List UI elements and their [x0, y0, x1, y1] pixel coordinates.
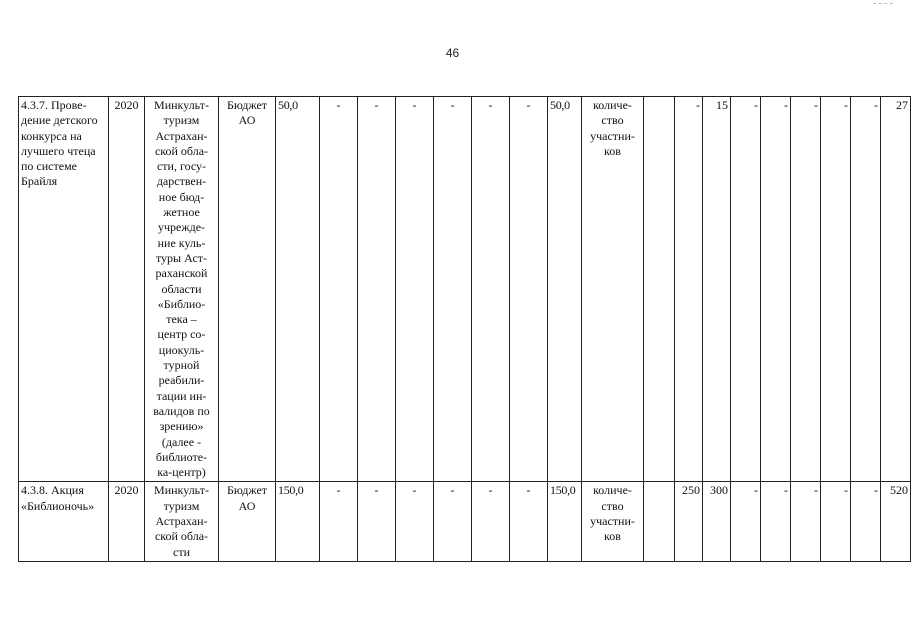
- activity-name-cell: 4.3.7. Прове- дение детского конкурса на лучшего чтеца по системе Брайля: [19, 97, 109, 482]
- indicator-value-cell: -: [761, 482, 791, 561]
- indicator-value-cell: -: [731, 482, 761, 561]
- indicator-value-cell: 520: [881, 482, 911, 561]
- indicator-value-cell: -: [791, 482, 821, 561]
- amount-dash-cell: -: [434, 482, 472, 561]
- amount-dash-cell: -: [320, 482, 358, 561]
- amount-cell: 150,0: [276, 482, 320, 561]
- indicator-value-cell: -: [821, 97, 851, 482]
- amount-dash-cell: -: [510, 97, 548, 482]
- amount-dash-cell: -: [358, 97, 396, 482]
- table-row: [19, 97, 911, 482]
- scan-corner-mark: [873, 3, 893, 6]
- indicator-value-cell: 250: [675, 482, 703, 561]
- amount-cell: 50,0: [276, 97, 320, 482]
- funding-source-cell: Бюджет АО: [219, 97, 276, 482]
- amount-dash-cell: -: [396, 482, 434, 561]
- page-number: 46: [445, 46, 460, 60]
- amount-dash-cell: -: [358, 482, 396, 561]
- indicator-value-cell: -: [731, 97, 761, 482]
- amount-dash-cell: -: [434, 97, 472, 482]
- amount-total-cell: 50,0: [548, 97, 582, 482]
- indicator-value-cell: 15: [703, 97, 731, 482]
- amount-dash-cell: -: [510, 482, 548, 561]
- indicator-value-cell: -: [761, 97, 791, 482]
- amount-dash-cell: -: [472, 97, 510, 482]
- year-cell: 2020: [109, 482, 145, 561]
- indicator-value-cell: -: [851, 97, 881, 482]
- indicator-value-cell: 27: [881, 97, 911, 482]
- activity-name-cell: 4.3.8. Акция «Библионочь»: [19, 482, 109, 561]
- indicator-value-cell: -: [675, 97, 703, 482]
- indicator-value-cell: -: [791, 97, 821, 482]
- amount-dash-cell: -: [472, 482, 510, 561]
- indicator-cell: количе- ство участни- ков: [582, 482, 644, 561]
- indicator-value-cell: [644, 482, 675, 561]
- amount-dash-cell: -: [396, 97, 434, 482]
- indicator-value-cell: -: [821, 482, 851, 561]
- amount-dash-cell: -: [320, 97, 358, 482]
- amount-total-cell: 150,0: [548, 482, 582, 561]
- budget-table: [18, 96, 911, 562]
- year-cell: 2020: [109, 97, 145, 482]
- table-row: [19, 482, 911, 561]
- indicator-value-cell: [644, 97, 675, 482]
- executor-cell: Минкульт- туризм Астрахан- ской обла- сти, госу- дарствен- ное бюд- жетное учрежде- ние куль- туры Аст- раханской области «Библио- тека – центр со- циокуль- турной реабили- тации ин- валидов по зрению» (далее - библиоте- ка-центр): [145, 97, 219, 482]
- executor-cell: Минкульт- туризм Астрахан- ской обла- сти: [145, 482, 219, 561]
- funding-source-cell: Бюджет АО: [219, 482, 276, 561]
- indicator-cell: количе- ство участни- ков: [582, 97, 644, 482]
- indicator-value-cell: 300: [703, 482, 731, 561]
- indicator-value-cell: -: [851, 482, 881, 561]
